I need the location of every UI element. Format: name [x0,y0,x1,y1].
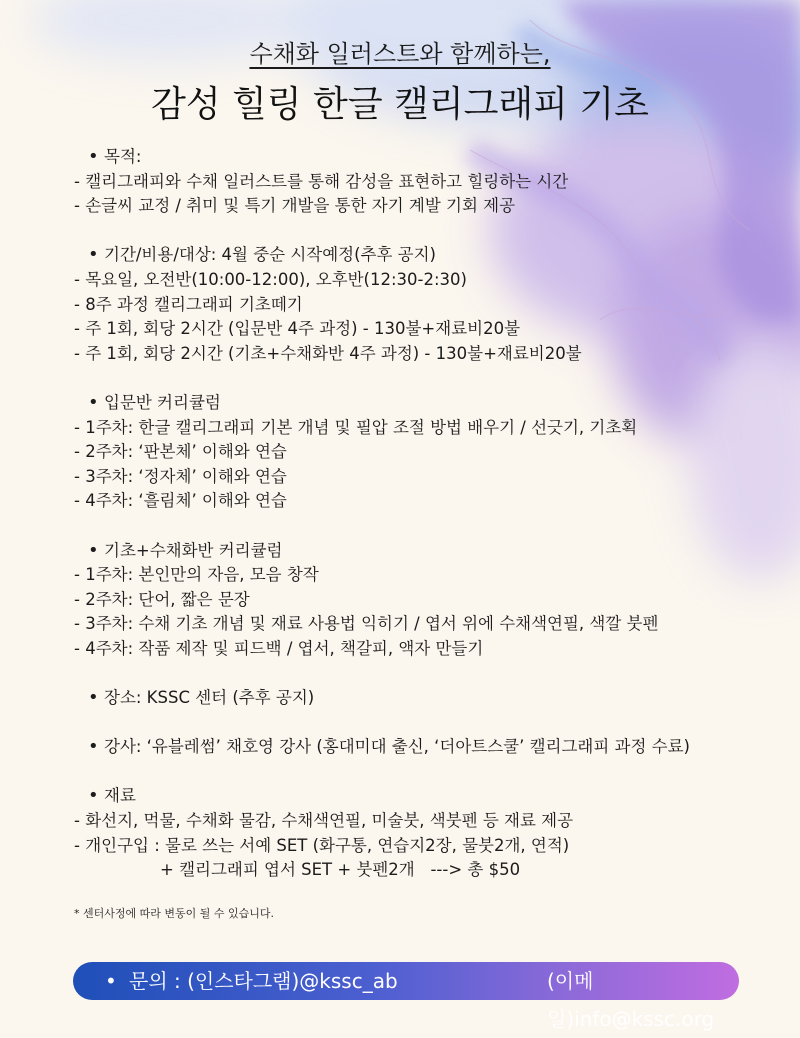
materials-heading: • 재료 [88,785,136,807]
flyer-body [74,145,774,883]
schedule-line: - 목요일, 오전반(10:00-12:00), 오후반(12:30-2:30) [74,269,467,289]
watercolor-curriculum-line: - 3주차: 수채 기초 개념 및 재료 사용법 익히기 / 엽서 위에 수채색연필, 색깔 붓펜 [74,614,659,634]
intro-curriculum-line: - 3주차: ‘정자체’ 이해와 연습 [74,466,287,486]
contact-banner [73,962,739,1031]
bullet-icon: • [88,244,99,266]
bullet-icon: • [88,391,99,413]
contact-instagram[interactable]: 문의 : (인스타그램)@kssc_ab [129,969,398,993]
watercolor-curriculum-line: - 1주차: 본인만의 자음, 모음 창작 [74,565,319,585]
schedule-heading: • 기간/비용/대상: 4월 중순 시작예정(추후 공지) [88,244,436,266]
page-title: 감성 힐링 한글 캘리그래피 기초 [151,84,649,125]
intro-curriculum-line: - 4주차: ‘흘림체’ 이해와 연습 [74,491,287,511]
watercolor-curriculum-heading: • 기초+수채화반 커리큘럼 [88,539,283,561]
location-heading: • 장소: KSSC 센터 (추후 공지) [88,687,315,709]
purpose-line: - 캘리그래피와 수채 일러스트를 통해 감성을 표현하고 힐링하는 시간 [74,171,569,191]
intro-curriculum-heading: • 입문반 커리큘럼 [88,391,221,413]
watercolor-curriculum-line: - 2주차: 단어, 짧은 문장 [74,589,250,609]
instructor-heading: • 강사: ‘유블레썸’ 채호영 강사 (홍대미대 출신, ‘더아트스쿨’ 캘리그래피 과정 수료) [88,736,690,758]
bullet-icon: • [88,539,99,561]
footnote: * 센터사정에 따라 변동이 될 수 있습니다. [74,907,274,920]
purpose-heading: • 목적: [88,146,142,167]
materials-line: - 화선지, 먹물, 수채화 물감, 수채색연필, 미술붓, 색붓펜 등 재료 제공 [74,811,574,831]
intro-curriculum-line: - 1주차: 한글 캘리그래피 기본 개념 및 필압 조절 방법 배우기 / 선긋기, 기초획 [74,417,638,437]
bullet-icon: • [88,736,99,758]
intro-curriculum-line: - 2주차: ‘판본체’ 이해와 연습 [74,442,287,462]
page-subtitle: 수채화 일러스트와 함께하는, [249,40,551,68]
materials-continuation: + 캘리그래피 엽서 SET + 붓펜2개 ---> 총 $50 [160,860,521,880]
purpose-line: - 손글씨 교정 / 취미 및 특기 개발을 통한 자기 계발 기회 제공 [74,196,516,216]
watercolor-curriculum-line: - 4주차: 작품 제작 및 피드백 / 엽서, 책갈피, 액자 만들기 [74,638,484,658]
bullet-icon: • [88,146,99,167]
bullet-icon: • [88,687,99,709]
bullet-icon: • [88,785,99,807]
schedule-line: - 주 1회, 회당 2시간 (기초+수채화반 4주 과정) - 130불+재료비20불 [74,343,582,363]
schedule-line: - 주 1회, 회당 2시간 (입문반 4주 과정) - 130불+재료비20불 [74,319,521,339]
materials-line: - 개인구입 : 물로 쓰는 서예 SET (화구통, 연습지2장, 물붓2개, 연적) [74,835,570,855]
schedule-line: - 8주 과정 캘리그래피 기초떼기 [74,294,303,314]
contact-email[interactable]: (이메일)info@kssc.org [547,969,715,1031]
bullet-icon: • [105,969,117,993]
